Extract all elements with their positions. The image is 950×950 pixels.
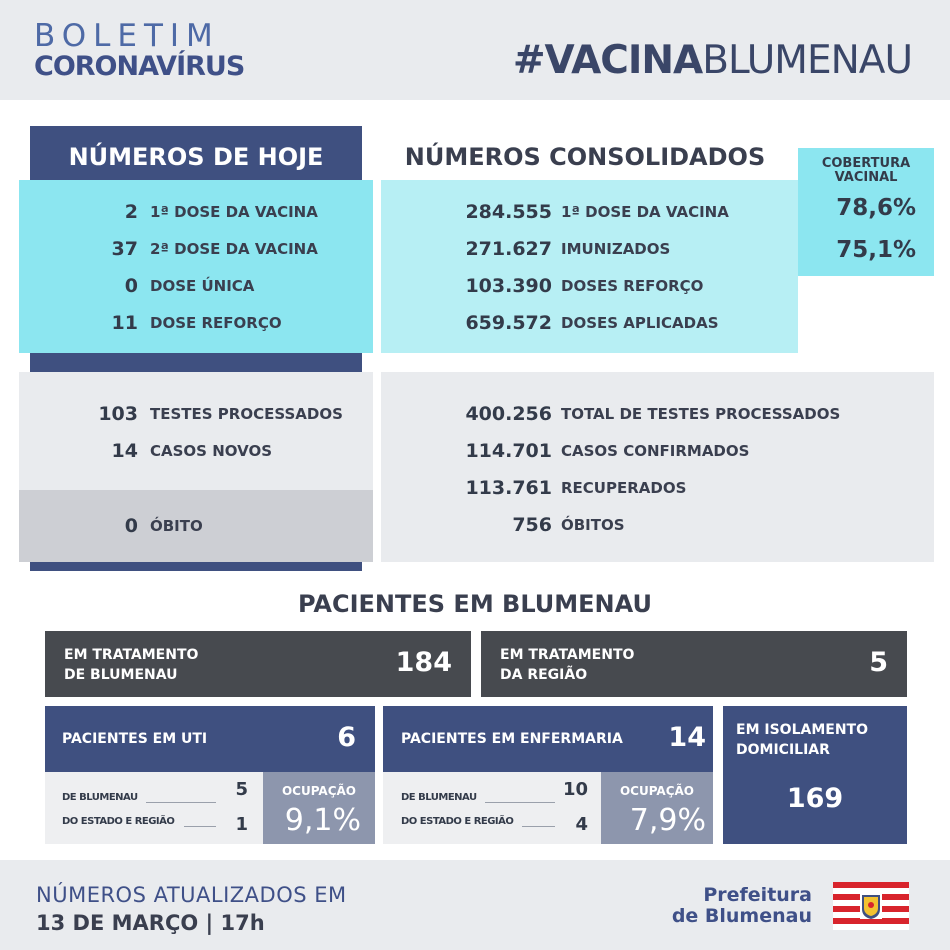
prefeitura-line-2: de Blumenau — [671, 905, 812, 927]
cobertura-label — [798, 157, 934, 185]
tratamento-blumenau-label — [64, 645, 198, 685]
consolidado-vacina-label: IMUNIZADOS — [561, 240, 671, 258]
tratamento-blumenau-label-1: EM TRATAMENTO — [64, 647, 199, 663]
uti-label: PACIENTES EM UTI — [62, 731, 208, 747]
hoje-obito-value: 0 — [124, 515, 138, 537]
hoje-vacina-label: DOSE REFORÇO — [150, 314, 282, 332]
enfermaria-estado-label: DO ESTADO E REGIÃO — [401, 816, 514, 827]
footer-updated-label: NÚMEROS ATUALIZADOS EM — [36, 883, 347, 907]
tratamento-blumenau-value: 184 — [395, 647, 452, 678]
uti-blumenau-divider — [146, 802, 216, 803]
hoje-title: NÚMEROS DE HOJE — [68, 143, 324, 171]
consolidados-title: NÚMEROS CONSOLIDADOS — [404, 143, 766, 171]
tratamento-blumenau-label-2: DE BLUMENAU — [64, 667, 178, 683]
uti-ocupacao-value: 9,1% — [284, 803, 361, 838]
hoje-teste-value: 103 — [98, 403, 138, 425]
blumenau-flag-icon — [833, 882, 909, 930]
hoje-vacina-value: 37 — [111, 238, 138, 260]
hoje-teste-label: CASOS NOVOS — [150, 442, 272, 460]
isolamento-label-1: EM ISOLAMENTO — [736, 722, 868, 738]
consolidado-vacina-value: 659.572 — [465, 312, 552, 334]
consolidado-caso-label: ÓBITOS — [561, 516, 625, 534]
hoje-teste-value: 14 — [111, 440, 138, 462]
enfermaria-estado-divider — [522, 826, 555, 827]
hoje-vacina-label: 1ª DOSE DA VACINA — [150, 203, 318, 221]
uti-estado-label: DO ESTADO E REGIÃO — [62, 816, 175, 827]
consolidado-caso-label: TOTAL DE TESTES PROCESSADOS — [561, 405, 841, 423]
pacientes-title: PACIENTES EM BLUMENAU — [298, 590, 652, 618]
hoje-obito-label: ÓBITO — [150, 517, 203, 535]
enfermaria-estado-value: 4 — [575, 814, 588, 835]
enfermaria-value: 14 — [668, 722, 706, 753]
hashtag — [513, 36, 912, 86]
isolamento-label-2: DOMICILIAR — [736, 742, 830, 758]
hoje-teste-label: TESTES PROCESSADOS — [150, 405, 343, 423]
consolidado-vacina-value: 103.390 — [465, 275, 552, 297]
isolamento-label — [736, 720, 868, 760]
consolidado-caso-value: 113.761 — [465, 477, 552, 499]
cobertura-value-2: 75,1% — [836, 237, 916, 263]
uti-estado-divider — [184, 826, 216, 827]
consolidado-vacina-label: DOSES APLICADAS — [561, 314, 719, 332]
consolidado-caso-value: 114.701 — [465, 440, 552, 462]
cobertura-value-1: 78,6% — [836, 195, 916, 221]
hashtag-rest: BLUMENAU — [702, 38, 912, 83]
enfermaria-ocupacao-label: OCUPAÇÃO — [619, 784, 695, 798]
hoje-vacina-label: 2ª DOSE DA VACINA — [150, 240, 318, 258]
hashtag-bold: #VACINA — [512, 38, 703, 83]
boletim-title: BOLETIM — [34, 18, 220, 54]
uti-ocupacao-label: OCUPAÇÃO — [281, 784, 357, 798]
hoje-vacina-label: DOSE ÚNICA — [150, 277, 255, 295]
consolidado-caso-value: 756 — [512, 514, 552, 536]
enfermaria-blumenau-value: 10 — [562, 779, 588, 800]
tratamento-regiao-label-1: EM TRATAMENTO — [500, 647, 635, 663]
tratamento-regiao-label-2: DA REGIÃO — [500, 667, 588, 683]
consolidado-caso-value: 400.256 — [465, 403, 552, 425]
enfermaria-ocupacao-value: 7,9% — [629, 803, 706, 838]
hoje-vacina-value: 0 — [124, 275, 138, 297]
consolidado-vacina-value: 284.555 — [465, 201, 552, 223]
enfermaria-blumenau-divider — [485, 802, 555, 803]
hoje-testes-panel — [19, 372, 373, 490]
consolidado-caso-label: CASOS CONFIRMADOS — [561, 442, 750, 460]
tratamento-regiao-label — [500, 645, 634, 685]
hoje-vacina-value: 11 — [111, 312, 138, 334]
footer-updated-date: 13 DE MARÇO | 17h — [36, 911, 265, 935]
consolidado-vacina-value: 271.627 — [465, 238, 552, 260]
consolidado-vacina-label: 1ª DOSE DA VACINA — [561, 203, 729, 221]
prefeitura-logo-text — [672, 885, 812, 927]
cobertura-label-2: VACINAL — [834, 170, 898, 185]
uti-estado-value: 1 — [235, 814, 248, 835]
enfermaria-label: PACIENTES EM ENFERMARIA — [401, 731, 623, 747]
coronavirus-title: CORONAVÍRUS — [34, 51, 245, 82]
hoje-vacina-value: 2 — [124, 201, 138, 223]
consolidado-caso-label: RECUPERADOS — [561, 479, 687, 497]
cobertura-label-1: COBERTURA — [821, 156, 911, 171]
enfermaria-blumenau-label: DE BLUMENAU — [401, 792, 477, 803]
uti-blumenau-value: 5 — [235, 779, 248, 800]
uti-value: 6 — [337, 722, 356, 753]
uti-blumenau-label: DE BLUMENAU — [62, 792, 138, 803]
isolamento-value: 169 — [786, 783, 844, 814]
prefeitura-line-1: Prefeitura — [703, 884, 812, 906]
tratamento-regiao-value: 5 — [869, 647, 888, 678]
consolidado-vacina-label: DOSES REFORÇO — [561, 277, 704, 295]
